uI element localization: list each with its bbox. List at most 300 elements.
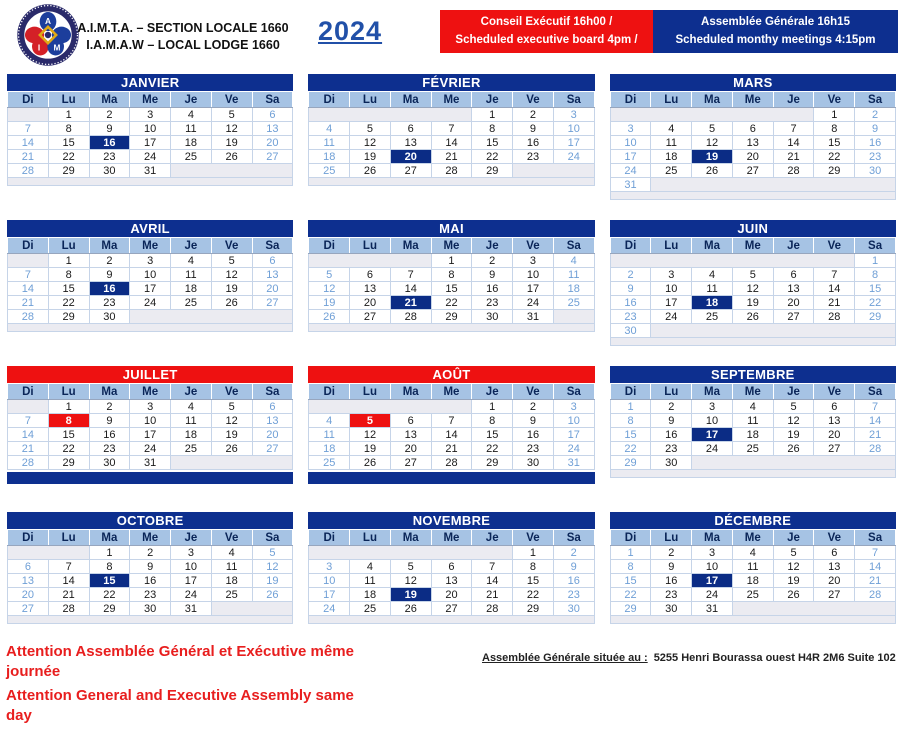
meeting-day-cell: 16 <box>89 136 130 150</box>
day-cell: 27 <box>8 602 49 616</box>
day-name-header: Sa <box>855 384 896 400</box>
svg-text:A: A <box>44 16 52 27</box>
day-cell: 6 <box>252 400 293 414</box>
day-cell: 20 <box>252 282 293 296</box>
day-cell: 29 <box>814 164 855 178</box>
executive-board-legend <box>440 10 653 53</box>
day-cell: 21 <box>431 150 472 164</box>
month-juillet <box>7 366 293 512</box>
day-cell: 29 <box>48 310 89 324</box>
month-title: JUILLET <box>7 366 293 383</box>
month-table <box>308 237 594 324</box>
day-cell: 26 <box>350 456 391 470</box>
day-cell: 17 <box>309 588 350 602</box>
day-name-header: Lu <box>651 238 692 254</box>
day-cell: 26 <box>252 588 293 602</box>
day-cell: 17 <box>513 282 554 296</box>
day-cell: 20 <box>350 296 391 310</box>
meeting-day-cell: 17 <box>692 428 733 442</box>
day-name-header: Ma <box>692 238 733 254</box>
page-footer <box>0 638 903 733</box>
day-cell: 4 <box>350 560 391 574</box>
day-cell: 7 <box>390 268 431 282</box>
day-cell: 28 <box>48 602 89 616</box>
empty-cell <box>553 310 594 324</box>
day-name-header: Sa <box>252 384 293 400</box>
day-cell: 2 <box>89 400 130 414</box>
day-cell: 18 <box>171 136 212 150</box>
day-cell: 8 <box>610 414 651 428</box>
day-cell: 11 <box>553 268 594 282</box>
empty-cell <box>610 254 855 268</box>
day-cell: 13 <box>350 282 391 296</box>
month-fevrier <box>308 74 594 220</box>
day-cell: 14 <box>431 136 472 150</box>
day-cell: 27 <box>814 442 855 456</box>
day-cell: 1 <box>610 400 651 414</box>
day-cell: 25 <box>732 588 773 602</box>
empty-cell <box>8 400 49 414</box>
day-cell: 8 <box>431 268 472 282</box>
day-name-header: Sa <box>252 92 293 108</box>
day-cell: 22 <box>513 588 554 602</box>
warning-text-en: Attention General and Executive Assembly same day <box>6 687 354 725</box>
day-cell: 17 <box>651 296 692 310</box>
day-name-header: Sa <box>553 92 594 108</box>
day-cell: 28 <box>814 310 855 324</box>
day-cell: 12 <box>773 560 814 574</box>
day-name-header: Je <box>773 92 814 108</box>
day-cell: 25 <box>732 442 773 456</box>
day-name-header: Ve <box>814 384 855 400</box>
day-name-header: Lu <box>651 384 692 400</box>
day-cell: 18 <box>309 150 350 164</box>
day-name-header: Di <box>8 530 49 546</box>
day-cell: 22 <box>610 442 651 456</box>
day-cell: 12 <box>211 122 252 136</box>
day-cell: 22 <box>89 588 130 602</box>
day-cell: 2 <box>472 254 513 268</box>
day-cell: 24 <box>130 150 171 164</box>
month-avril <box>7 220 293 366</box>
day-cell: 11 <box>732 414 773 428</box>
day-name-header: Ma <box>390 92 431 108</box>
day-cell: 5 <box>211 400 252 414</box>
month-table <box>610 237 896 338</box>
day-cell: 27 <box>252 442 293 456</box>
day-cell: 15 <box>431 282 472 296</box>
day-cell: 6 <box>390 414 431 428</box>
month-title: FÉVRIER <box>308 74 594 91</box>
executive-legend-en: Scheduled executive board 4pm / <box>455 33 638 46</box>
day-name-header: Me <box>431 238 472 254</box>
day-cell: 29 <box>431 310 472 324</box>
day-name-header: Me <box>130 238 171 254</box>
month-footer-bar <box>610 470 896 478</box>
day-name-header: Ve <box>814 238 855 254</box>
day-cell: 21 <box>48 588 89 602</box>
day-name-header: Lu <box>48 92 89 108</box>
day-cell: 14 <box>431 428 472 442</box>
day-cell: 18 <box>211 574 252 588</box>
day-cell: 27 <box>252 150 293 164</box>
day-cell: 21 <box>431 442 472 456</box>
day-cell: 15 <box>472 136 513 150</box>
day-cell: 27 <box>431 602 472 616</box>
day-cell: 30 <box>89 164 130 178</box>
day-cell: 20 <box>390 442 431 456</box>
month-janvier <box>7 74 293 220</box>
month-title: AOÛT <box>308 366 594 383</box>
day-cell: 17 <box>171 574 212 588</box>
month-footer-bar <box>308 324 594 332</box>
day-cell: 20 <box>814 574 855 588</box>
day-cell: 13 <box>252 414 293 428</box>
day-name-header: Je <box>773 384 814 400</box>
day-cell: 16 <box>89 428 130 442</box>
month-title: AVRIL <box>7 220 293 237</box>
day-cell: 27 <box>252 296 293 310</box>
day-name-header: Ma <box>89 384 130 400</box>
day-cell: 9 <box>89 414 130 428</box>
day-cell: 10 <box>130 122 171 136</box>
day-cell: 22 <box>48 150 89 164</box>
day-cell: 22 <box>855 296 896 310</box>
day-cell: 14 <box>472 574 513 588</box>
month-table <box>7 529 293 616</box>
day-name-header: Me <box>130 92 171 108</box>
day-cell: 4 <box>171 400 212 414</box>
day-cell: 19 <box>732 296 773 310</box>
empty-cell <box>8 546 90 560</box>
empty-cell <box>610 108 814 122</box>
month-table <box>610 91 896 192</box>
day-cell: 24 <box>130 442 171 456</box>
day-cell: 21 <box>472 588 513 602</box>
month-footer-bar <box>7 324 293 332</box>
day-cell: 30 <box>553 602 594 616</box>
day-cell: 7 <box>855 546 896 560</box>
org-title-line2: I.A.M.A.W – LOCAL LODGE 1660 <box>86 37 280 52</box>
day-cell: 18 <box>350 588 391 602</box>
day-name-header: Lu <box>651 530 692 546</box>
day-cell: 4 <box>732 400 773 414</box>
day-cell: 26 <box>390 602 431 616</box>
day-cell: 27 <box>773 310 814 324</box>
day-cell: 1 <box>89 546 130 560</box>
month-table <box>308 529 594 616</box>
day-name-header: Ma <box>89 238 130 254</box>
month-footer-bar <box>610 616 896 624</box>
day-cell: 16 <box>513 136 554 150</box>
month-title: MARS <box>610 74 896 91</box>
day-cell: 27 <box>814 588 855 602</box>
day-cell: 8 <box>610 560 651 574</box>
month-footer-bar <box>7 616 293 624</box>
day-cell: 13 <box>390 428 431 442</box>
month-title: SEPTEMBRE <box>610 366 896 383</box>
day-cell: 9 <box>651 560 692 574</box>
month-decembre <box>610 512 896 658</box>
day-cell: 8 <box>814 122 855 136</box>
day-cell: 24 <box>692 442 733 456</box>
day-cell: 25 <box>171 442 212 456</box>
day-cell: 25 <box>211 588 252 602</box>
day-cell: 20 <box>252 428 293 442</box>
day-name-header: Je <box>472 238 513 254</box>
day-cell: 1 <box>48 108 89 122</box>
day-cell: 14 <box>8 428 49 442</box>
day-cell: 15 <box>610 574 651 588</box>
day-cell: 10 <box>309 574 350 588</box>
day-name-header: Lu <box>48 384 89 400</box>
empty-cell <box>651 178 896 192</box>
day-name-header: Di <box>610 238 651 254</box>
day-cell: 9 <box>553 560 594 574</box>
day-cell: 23 <box>651 442 692 456</box>
day-cell: 30 <box>472 310 513 324</box>
day-cell: 7 <box>48 560 89 574</box>
day-cell: 30 <box>89 310 130 324</box>
day-cell: 10 <box>692 414 733 428</box>
day-cell: 1 <box>814 108 855 122</box>
day-cell: 28 <box>855 442 896 456</box>
day-cell: 2 <box>89 108 130 122</box>
day-cell: 12 <box>350 136 391 150</box>
day-cell: 30 <box>130 602 171 616</box>
day-name-header: Ma <box>692 530 733 546</box>
day-cell: 9 <box>610 282 651 296</box>
day-cell: 18 <box>553 282 594 296</box>
day-cell: 18 <box>732 574 773 588</box>
day-cell: 26 <box>732 310 773 324</box>
day-name-header: Ma <box>390 238 431 254</box>
day-cell: 8 <box>48 122 89 136</box>
day-name-header: Ve <box>513 530 554 546</box>
meeting-day-cell: 19 <box>692 150 733 164</box>
day-cell: 3 <box>692 546 733 560</box>
day-cell: 23 <box>89 296 130 310</box>
assembly-legend-fr: Assemblée Générale 16h15 <box>701 16 850 29</box>
empty-cell <box>692 456 896 470</box>
day-name-header: Ve <box>211 92 252 108</box>
day-cell: 4 <box>692 268 733 282</box>
day-cell: 10 <box>130 414 171 428</box>
day-cell: 30 <box>610 324 651 338</box>
day-cell: 28 <box>773 164 814 178</box>
day-cell: 30 <box>651 456 692 470</box>
day-cell: 27 <box>732 164 773 178</box>
day-cell: 22 <box>814 150 855 164</box>
day-name-header: Lu <box>48 238 89 254</box>
day-name-header: Je <box>171 238 212 254</box>
month-novembre <box>308 512 594 658</box>
meeting-day-cell: 20 <box>390 150 431 164</box>
day-cell: 13 <box>773 282 814 296</box>
day-cell: 29 <box>610 456 651 470</box>
day-cell: 19 <box>211 136 252 150</box>
day-cell: 20 <box>732 150 773 164</box>
day-cell: 29 <box>89 602 130 616</box>
day-cell: 19 <box>211 428 252 442</box>
day-cell: 6 <box>773 268 814 282</box>
day-name-header: Ma <box>89 530 130 546</box>
day-cell: 31 <box>130 164 171 178</box>
day-cell: 26 <box>211 296 252 310</box>
day-cell: 14 <box>8 282 49 296</box>
day-cell: 22 <box>48 296 89 310</box>
day-name-header: Ma <box>390 530 431 546</box>
month-footer-bar-navy <box>308 472 594 484</box>
day-name-header: Di <box>8 384 49 400</box>
day-cell: 26 <box>211 442 252 456</box>
day-name-header: Me <box>732 384 773 400</box>
day-cell: 12 <box>732 282 773 296</box>
org-title <box>72 20 294 53</box>
calendar-grid <box>0 74 903 658</box>
day-cell: 2 <box>553 546 594 560</box>
month-footer-bar <box>7 178 293 186</box>
day-cell: 24 <box>692 588 733 602</box>
day-cell: 10 <box>610 136 651 150</box>
day-name-header: Me <box>431 530 472 546</box>
day-cell: 17 <box>553 428 594 442</box>
day-cell: 18 <box>171 428 212 442</box>
day-cell: 16 <box>855 136 896 150</box>
day-cell: 9 <box>855 122 896 136</box>
day-cell: 11 <box>350 574 391 588</box>
day-cell: 4 <box>651 122 692 136</box>
day-cell: 6 <box>732 122 773 136</box>
day-name-header: Lu <box>350 92 391 108</box>
day-cell: 11 <box>171 268 212 282</box>
day-cell: 18 <box>651 150 692 164</box>
day-cell: 1 <box>431 254 472 268</box>
day-cell: 9 <box>89 268 130 282</box>
month-septembre <box>610 366 896 512</box>
day-cell: 12 <box>211 414 252 428</box>
month-table <box>610 529 896 616</box>
month-title: OCTOBRE <box>7 512 293 529</box>
month-juin <box>610 220 896 366</box>
day-cell: 11 <box>692 282 733 296</box>
day-cell: 20 <box>252 136 293 150</box>
day-name-header: Sa <box>855 238 896 254</box>
day-cell: 23 <box>513 150 554 164</box>
day-name-header: Sa <box>252 238 293 254</box>
day-cell: 8 <box>472 122 513 136</box>
day-cell: 29 <box>513 602 554 616</box>
day-cell: 28 <box>472 602 513 616</box>
day-cell: 16 <box>651 428 692 442</box>
day-cell: 11 <box>171 414 212 428</box>
day-cell: 10 <box>171 560 212 574</box>
org-title-line1: A.I.M.T.A. – SECTION LOCALE 1660 <box>77 21 289 35</box>
empty-cell <box>309 108 472 122</box>
day-cell: 15 <box>48 136 89 150</box>
day-cell: 26 <box>692 164 733 178</box>
day-cell: 8 <box>855 268 896 282</box>
day-cell: 24 <box>130 296 171 310</box>
day-cell: 5 <box>732 268 773 282</box>
day-cell: 23 <box>89 442 130 456</box>
day-cell: 31 <box>513 310 554 324</box>
day-cell: 4 <box>553 254 594 268</box>
day-cell: 30 <box>513 456 554 470</box>
day-cell: 17 <box>130 282 171 296</box>
day-cell: 2 <box>651 400 692 414</box>
month-footer-bar <box>308 178 594 186</box>
day-cell: 19 <box>211 282 252 296</box>
day-cell: 7 <box>773 122 814 136</box>
day-name-header: Me <box>130 530 171 546</box>
day-cell: 23 <box>610 310 651 324</box>
day-cell: 25 <box>553 296 594 310</box>
day-cell: 18 <box>309 442 350 456</box>
day-cell: 10 <box>553 122 594 136</box>
day-cell: 25 <box>171 150 212 164</box>
day-cell: 14 <box>48 574 89 588</box>
day-cell: 14 <box>855 414 896 428</box>
month-aout <box>308 366 594 512</box>
meeting-day-cell: 5 <box>350 414 391 428</box>
day-cell: 28 <box>431 164 472 178</box>
day-cell: 3 <box>171 546 212 560</box>
month-table <box>610 383 896 470</box>
day-cell: 20 <box>814 428 855 442</box>
day-cell: 23 <box>472 296 513 310</box>
day-cell: 7 <box>8 268 49 282</box>
day-cell: 16 <box>472 282 513 296</box>
day-name-header: Di <box>309 92 350 108</box>
day-cell: 24 <box>513 296 554 310</box>
day-cell: 26 <box>773 588 814 602</box>
day-cell: 14 <box>855 560 896 574</box>
day-cell: 5 <box>252 546 293 560</box>
day-cell: 25 <box>350 602 391 616</box>
month-mai <box>308 220 594 366</box>
page-header <box>0 0 903 74</box>
day-cell: 3 <box>513 254 554 268</box>
day-cell: 2 <box>513 108 554 122</box>
day-name-header: Je <box>171 384 212 400</box>
day-cell: 22 <box>472 442 513 456</box>
day-name-header: Je <box>171 530 212 546</box>
day-name-header: Je <box>472 92 513 108</box>
day-cell: 3 <box>309 560 350 574</box>
day-cell: 6 <box>814 400 855 414</box>
day-cell: 8 <box>48 268 89 282</box>
day-cell: 22 <box>472 150 513 164</box>
day-name-header: Ve <box>211 384 252 400</box>
day-cell: 11 <box>309 136 350 150</box>
day-cell: 15 <box>855 282 896 296</box>
day-cell: 15 <box>610 428 651 442</box>
day-cell: 1 <box>855 254 896 268</box>
day-cell: 6 <box>350 268 391 282</box>
month-octobre <box>7 512 293 658</box>
day-cell: 3 <box>553 108 594 122</box>
month-footer-bar <box>610 192 896 200</box>
day-name-header: Di <box>309 238 350 254</box>
day-cell: 30 <box>89 456 130 470</box>
day-cell: 16 <box>553 574 594 588</box>
meeting-day-cell: 16 <box>89 282 130 296</box>
day-cell: 7 <box>431 414 472 428</box>
day-name-header: Di <box>610 92 651 108</box>
day-name-header: Lu <box>350 384 391 400</box>
day-name-header: Je <box>773 238 814 254</box>
